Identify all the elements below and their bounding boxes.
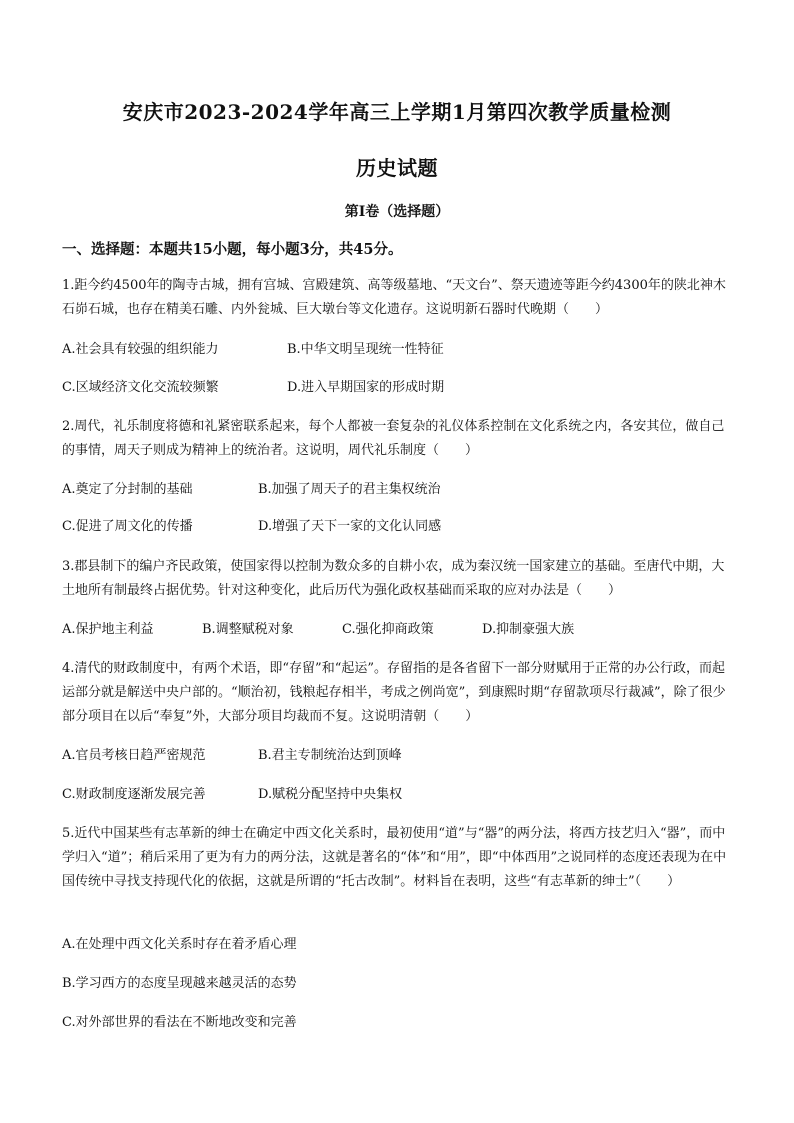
question-3-option-a[interactable]: A.保护地主利益	[62, 622, 154, 637]
question-1-stem: 1.距今约4500年的陶寺古城，拥有宫城、宫殿建筑、高等级墓地、“天文台”、祭天遗迹等距今约4300年的陕北神木石峁石城，也存在精美石雕、内外瓮城、巨大墩台等文化遗存。这说明新石器时代晚期（ ）	[62, 278, 726, 317]
question-2-option-d[interactable]: D.增强了天下一家的文化认同感	[258, 519, 442, 534]
question-5-option-a[interactable]: A.在处理中西文化关系时存在着矛盾心理	[62, 937, 297, 952]
question-4-option-a[interactable]: A.官员考核日趋严密规范	[62, 748, 206, 763]
question-1-option-a[interactable]: A.社会具有较强的组织能力	[62, 342, 219, 357]
question-1-option-c[interactable]: C.区域经济文化交流较频繁	[62, 380, 219, 395]
question-2-option-a[interactable]: A.奠定了分封制的基础	[62, 482, 193, 497]
question-5-option-b[interactable]: B.学习西方的态度呈现越来越灵活的态势	[62, 976, 297, 991]
volume-heading: 第Ⅰ卷（选择题）	[344, 204, 450, 220]
question-4-stem: 4.清代的财政制度中，有两个术语，即“存留”和“起运”。存留指的是各省留下一部分财赋用于正常的办公行政，而起运部分就是解送中央户部的。“顺治初，钱粮起存相半，考成之例尚宽”，到康熙时期“存留款项尽行裁减”，除了很少部分项目在以后“奉复”外，大部分项目均裁而不复。这说明清朝（ ）	[62, 661, 726, 724]
question-2-stem: 2.周代，礼乐制度将德和礼紧密联系起来，每个人都被一套复杂的礼仪体系控制在文化系统之内，各安其位，做自己的事情，周天子则成为精神上的统治者。这说明，周代礼乐制度（ ）	[62, 419, 725, 458]
question-5-stem: 5.近代中国某些有志革新的绅士在确定中西文化关系时，最初使用“道”与“器”的两分法，将西方技艺归入“器”，而中学归入“道”；稍后采用了更为有力的两分法，这就是著名的“体”和“用”，即“中体西用”之说同样的态度还表现为在中国传统中寻找支持现代化的依据，这就是所谓的“托古改制”。材料旨在表明，这些“有志革新的绅士”（ ）	[62, 826, 727, 889]
question-1-option-d[interactable]: D.进入早期国家的形成时期	[287, 380, 445, 395]
question-5-option-c[interactable]: C.对外部世界的看法在不断地改变和完善	[62, 1015, 297, 1030]
question-2-option-b[interactable]: B.加强了周天子的君主集权统治	[258, 482, 441, 497]
question-2-option-c[interactable]: C.促进了周文化的传播	[62, 519, 193, 534]
subject-title: 历史试题	[356, 156, 438, 180]
question-1-option-b[interactable]: B.中华文明呈现统一性特征	[287, 342, 444, 357]
question-3-stem: 3.郡县制下的编户齐民政策，使国家得以控制为数众多的自耕小农，成为秦汉统一国家建立的基础。至唐代中期，大土地所有制最终占据优势。针对这种变化，此后历代为强化政权基础而采取的应对办法是（ ）	[62, 559, 725, 598]
question-3-option-c[interactable]: C.强化抑商政策	[342, 622, 434, 637]
question-4-option-b[interactable]: B.君主专制统治达到顶峰	[258, 748, 402, 763]
exam-title: 安庆市2023-2024学年高三上学期1月第四次教学质量检测	[122, 100, 672, 124]
question-3-option-b[interactable]: B.调整赋税对象	[202, 622, 294, 637]
section-heading: 一、选择题：本题共15小题，每小题3分，共45分。	[62, 241, 403, 258]
question-3-option-d[interactable]: D.抑制豪强大族	[482, 622, 575, 637]
question-4-option-c[interactable]: C.财政制度逐渐发展完善	[62, 787, 206, 802]
question-4-option-d[interactable]: D.赋税分配坚持中央集权	[258, 787, 403, 802]
